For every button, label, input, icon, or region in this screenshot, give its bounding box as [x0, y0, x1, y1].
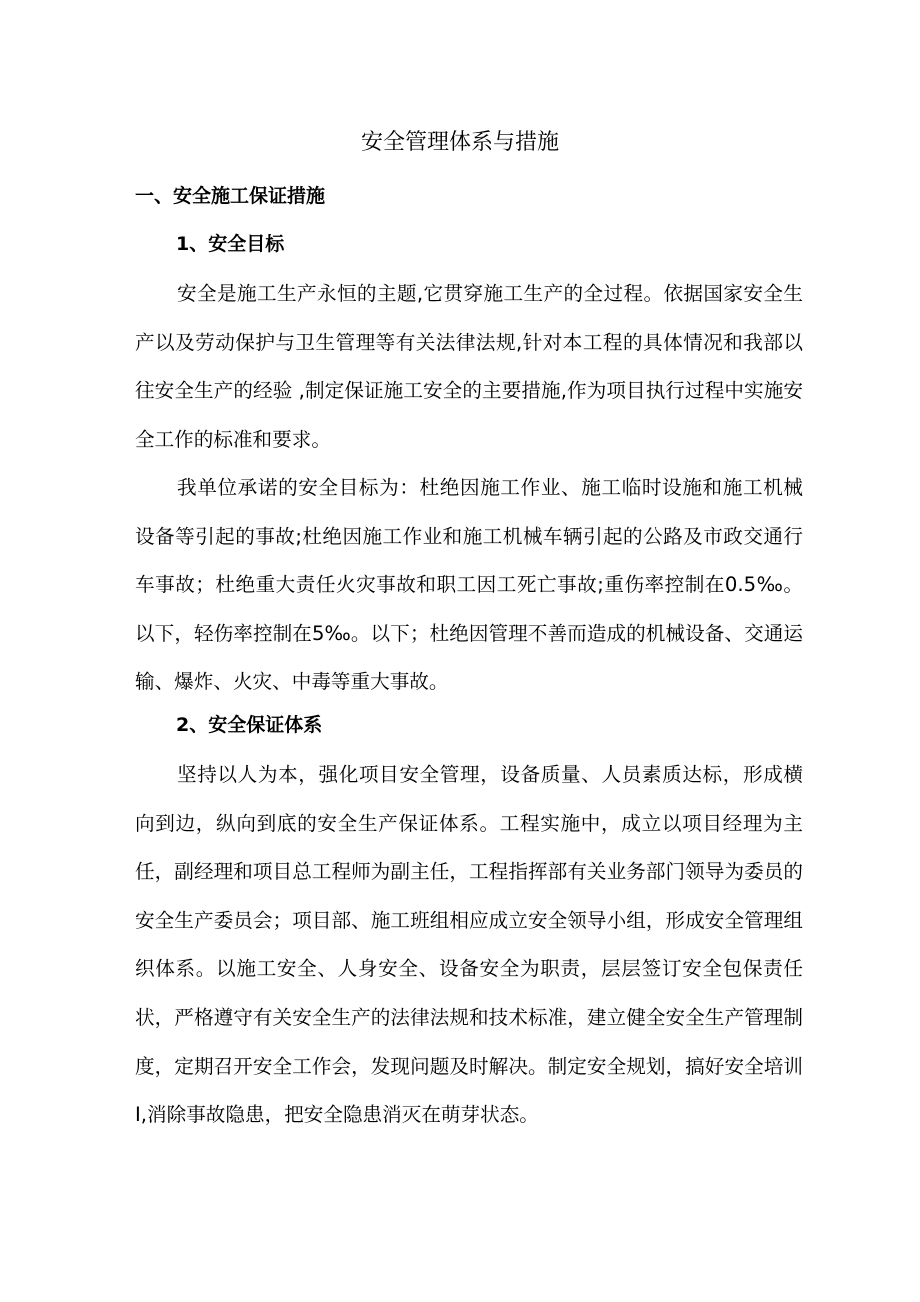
subheading-safety-goals: 1、安全目标	[176, 233, 285, 255]
subheading-safety-system: 2、安全保证体系	[176, 714, 323, 736]
paragraph-safety-system: 坚持以人为本，强化项目安全管理，设备质量、人员素质达标，形成横向到边，纵向到底的安全生产保证体系。工程实施中，成立以项目经理为主任，副经理和项目总工程师为副主任，工程指挥部有关业务部门领导为委员的安全生产委员会；项目部、施工班组相应成立安全领导小组，形成安全管理组织体系。以施工安全、人身安全、设备安全为职责，层层签订安全包保责任状，严格遵守有关安全生产的法律法规和技术标准，建立健全安全生产管理制度，定期召开安全工作会，发现问题及时解决。制定安全规划，搞好安全培训Ⅰ,消除事故隐患，把安全隐患消灭在萌芽状态。	[135, 763, 803, 1127]
paragraph-safety-goals-intro: 安全是施工生产永恒的主题,它贯穿施工生产的全过程。依据国家安全生产以及劳动保护与卫生管理等有关法律法规,针对本工程的具体情况和我部以往安全生产的经验 ,制定保证施工安全的主要措施,作为项目执行过程中实施安全工作的标准和要求。	[135, 282, 803, 451]
paragraph-safety-commitment: 我单位承诺的安全目标为：杜绝因施工作业、施工临时设施和施工机械设备等引起的事故;杜绝因施工作业和施工机械车辆引起的公路及市政交通行车事故；杜绝重大责任火灾事故和职工因工死亡事故;重伤率控制在0.5‰。以下，轻伤率控制在5‰。以下；杜绝因管理不善而造成的机械设备、交通运输、爆炸、火灾、中毒等重大事故。	[135, 476, 803, 694]
document-title: 安全管理体系与措施	[360, 130, 559, 155]
section-heading-safety-measures: 一、安全施工保证措施	[135, 185, 326, 207]
